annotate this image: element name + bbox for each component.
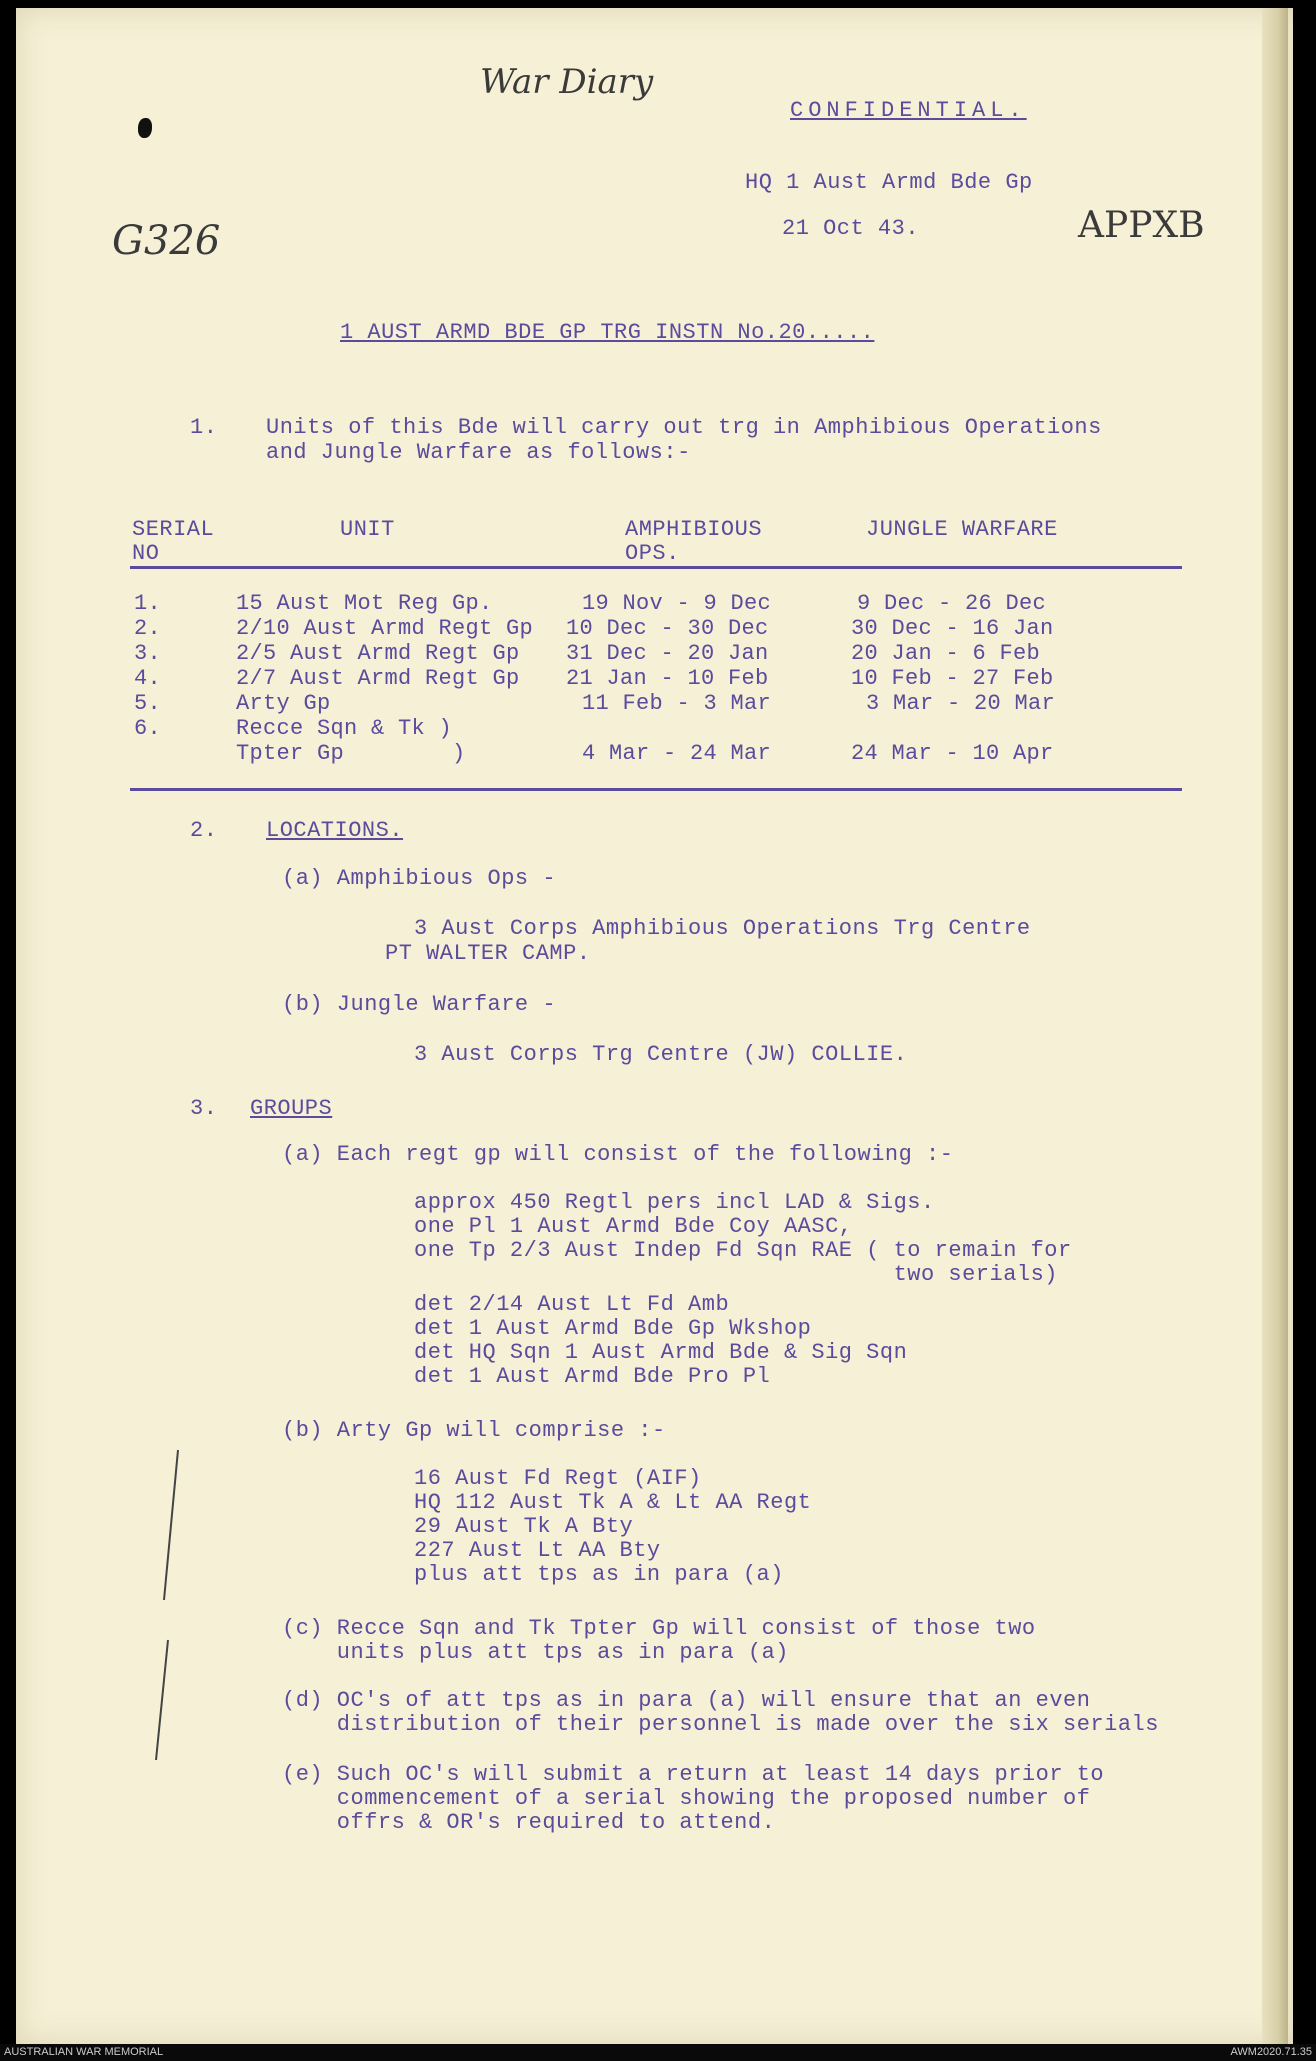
row-jungle-dates: 10 Feb - 27 Feb xyxy=(851,666,1054,691)
para2-a-line2: PT WALTER CAMP. xyxy=(385,941,591,966)
footer-archive-name: AUSTRALIAN WAR MEMORIAL xyxy=(4,2046,164,2058)
para3-number: 3. xyxy=(190,1096,218,1121)
row-unit: Tpter Gp ) xyxy=(236,741,466,766)
classification-marking: CONFIDENTIAL. xyxy=(790,98,1027,123)
row-serial: 3. xyxy=(134,641,162,666)
punch-hole xyxy=(138,118,152,138)
row-amphibious-dates: 31 Dec - 20 Jan xyxy=(566,641,769,666)
para3-a-item: det 1 Aust Armd Bde Pro Pl xyxy=(414,1364,771,1389)
para3-b-item: HQ 112 Aust Tk A & Lt AA Regt xyxy=(414,1490,812,1515)
para3-a-item: det 2/14 Aust Lt Fd Amb xyxy=(414,1292,730,1317)
para2-a-label: (a) Amphibious Ops - xyxy=(282,866,557,891)
row-unit: 2/7 Aust Armd Regt Gp xyxy=(236,666,520,691)
para3-e-line3: offrs & OR's required to attend. xyxy=(282,1810,776,1835)
col-unit-header: UNIT xyxy=(340,517,395,542)
col-serial-header-2: NO xyxy=(132,541,160,566)
para3-a-item: det 1 Aust Armd Bde Gp Wkshop xyxy=(414,1316,812,1341)
row-unit: 15 Aust Mot Reg Gp. xyxy=(236,591,493,616)
para3-b-item: 16 Aust Fd Regt (AIF) xyxy=(414,1466,702,1491)
row-serial: 5. xyxy=(134,691,162,716)
row-unit: Arty Gp xyxy=(236,691,331,716)
para3-b-item: plus att tps as in para (a) xyxy=(414,1562,784,1587)
para1-line2: and Jungle Warfare as follows:- xyxy=(266,440,691,465)
instruction-title: 1 AUST ARMD BDE GP TRG INSTN No.20..... xyxy=(340,320,875,345)
row-jungle-dates: 30 Dec - 16 Jan xyxy=(851,616,1054,641)
para1-number: 1. xyxy=(190,415,218,440)
document-page xyxy=(16,8,1293,2044)
para3-d-line1: (d) OC's of att tps as in para (a) will ensure that an even xyxy=(282,1688,1091,1713)
date-line: 21 Oct 43. xyxy=(782,216,920,241)
col-serial-header: SERIAL xyxy=(132,517,215,542)
row-unit: 2/5 Aust Armd Regt Gp xyxy=(236,641,520,666)
row-unit: 2/10 Aust Armd Regt Gp xyxy=(236,616,534,641)
table-header-rule xyxy=(130,566,1182,569)
para3-a-item: det HQ Sqn 1 Aust Armd Bde & Sig Sqn xyxy=(414,1340,908,1365)
para3-d-line2: distribution of their personnel is made over the six serials xyxy=(282,1712,1159,1737)
row-amphibious-dates: 10 Dec - 30 Dec xyxy=(566,616,769,641)
para3-b-item: 227 Aust Lt AA Bty xyxy=(414,1538,661,1563)
para3-b-label: (b) Arty Gp will comprise :- xyxy=(282,1418,666,1443)
para2-heading: LOCATIONS. xyxy=(266,818,404,843)
row-jungle-dates: 9 Dec - 26 Dec xyxy=(857,591,1047,616)
col-jungle-header: JUNGLE WARFARE xyxy=(866,517,1058,542)
para2-b-line1: 3 Aust Corps Trg Centre (JW) COLLIE. xyxy=(414,1042,908,1067)
para3-e-line2: commencement of a serial showing the proposed number of xyxy=(282,1786,1091,1811)
para2-number: 2. xyxy=(190,818,218,843)
row-serial: 6. xyxy=(134,716,162,741)
para3-a-item: one Pl 1 Aust Armd Bde Coy AASC, xyxy=(414,1214,853,1239)
para3-a-item: one Tp 2/3 Aust Indep Fd Sqn RAE ( to remain for xyxy=(414,1238,1072,1263)
row-amphibious-dates: 11 Feb - 3 Mar xyxy=(582,691,772,716)
para3-heading: GROUPS xyxy=(250,1096,333,1121)
para3-e-line1: (e) Such OC's will submit a return at least 14 days prior to xyxy=(282,1762,1105,1787)
footer-accession-number: AWM2020.71.35 xyxy=(1230,2046,1312,2058)
row-amphibious-dates: 4 Mar - 24 Mar xyxy=(582,741,772,766)
handwritten-war-diary: War Diary xyxy=(480,62,654,102)
row-jungle-dates: 24 Mar - 10 Apr xyxy=(851,741,1054,766)
row-jungle-dates: 3 Mar - 20 Mar xyxy=(866,691,1056,716)
para2-b-label: (b) Jungle Warfare - xyxy=(282,992,557,1017)
page-binding-edge xyxy=(1262,8,1288,2044)
row-serial: 2. xyxy=(134,616,162,641)
para1-line1: Units of this Bde will carry out trg in Amphibious Operations xyxy=(266,415,1102,440)
para3-c-line1: (c) Recce Sqn and Tk Tpter Gp will consist of those two xyxy=(282,1616,1036,1641)
para3-c-line2: units plus att tps as in para (a) xyxy=(282,1640,789,1665)
hq-line: HQ 1 Aust Armd Bde Gp xyxy=(745,170,1033,195)
para2-a-line1: 3 Aust Corps Amphibious Operations Trg Centre xyxy=(414,916,1031,941)
para3-a-label: (a) Each regt gp will consist of the following :- xyxy=(282,1142,954,1167)
margin-pencil-marks xyxy=(60,1440,200,1780)
row-jungle-dates: 20 Jan - 6 Feb xyxy=(851,641,1041,666)
para3-a-item: two serials) xyxy=(414,1262,1059,1287)
row-amphibious-dates: 19 Nov - 9 Dec xyxy=(582,591,772,616)
row-serial: 1. xyxy=(134,591,162,616)
table-bottom-rule xyxy=(130,788,1182,791)
para3-b-item: 29 Aust Tk A Bty xyxy=(414,1514,634,1539)
row-serial: 4. xyxy=(134,666,162,691)
archive-footer xyxy=(0,2044,1316,2061)
col-amphibious-header: AMPHIBIOUS xyxy=(625,517,763,542)
handwritten-file-ref: G326 xyxy=(112,218,221,264)
handwritten-appendix: APPXB xyxy=(1078,205,1205,246)
col-amphibious-header-2: OPS. xyxy=(625,541,680,566)
row-amphibious-dates: 21 Jan - 10 Feb xyxy=(566,666,769,691)
para3-a-item: approx 450 Regtl pers incl LAD & Sigs. xyxy=(414,1190,935,1215)
row-unit: Recce Sqn & Tk ) xyxy=(236,716,453,741)
